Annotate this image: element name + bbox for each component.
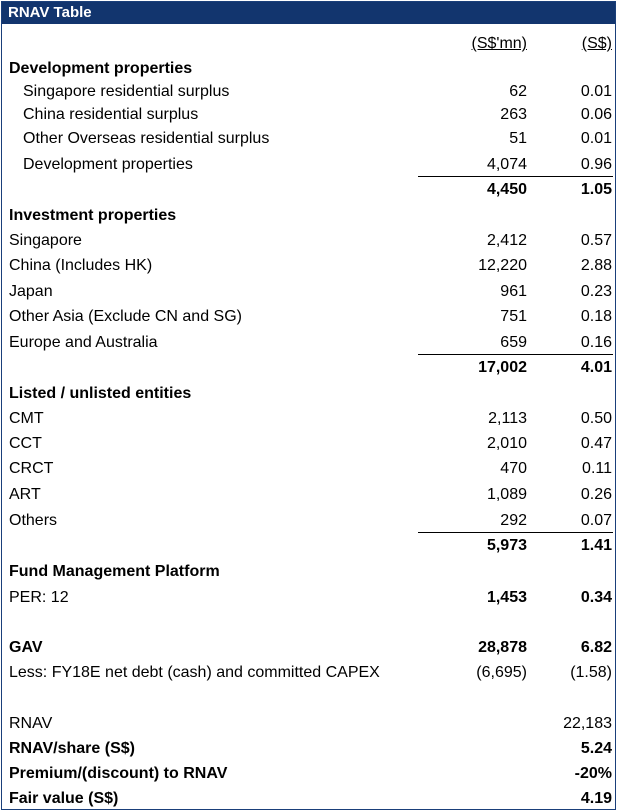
value-smn: 17,002 bbox=[478, 359, 527, 376]
table-row bbox=[2, 661, 615, 685]
table-row bbox=[2, 103, 615, 127]
value-sgd: 2.88 bbox=[580, 257, 612, 274]
table-row bbox=[2, 787, 615, 811]
row-label: Other Asia (Exclude CN and SG) bbox=[9, 308, 242, 325]
row-label: RNAV/share (S$) bbox=[9, 740, 135, 757]
value-smn: 470 bbox=[500, 460, 527, 477]
value-smn: 263 bbox=[500, 106, 527, 123]
value-sgd: 4.01 bbox=[580, 359, 612, 376]
table-row bbox=[2, 534, 615, 558]
row-label: Development properties bbox=[23, 156, 193, 173]
value-smn: (6,695) bbox=[476, 664, 527, 681]
row-label: CRCT bbox=[9, 460, 54, 477]
value-smn: 2,113 bbox=[488, 410, 527, 427]
row-label: CCT bbox=[9, 435, 42, 452]
row-label: Singapore residential surplus bbox=[23, 83, 230, 100]
value-sgd: 1.41 bbox=[580, 537, 612, 554]
table-row bbox=[2, 737, 615, 761]
value-sgd: (1.58) bbox=[570, 664, 612, 681]
table-row bbox=[2, 356, 615, 380]
value-sgd: 0.50 bbox=[580, 410, 612, 427]
value-sgd: 4.19 bbox=[580, 790, 612, 807]
value-sgd: 0.11 bbox=[582, 460, 612, 477]
value-sgd: -20% bbox=[574, 765, 612, 782]
row-label: Others bbox=[9, 512, 58, 529]
row-label: Listed / unlisted entities bbox=[9, 385, 192, 402]
row-label: Investment properties bbox=[9, 207, 177, 224]
column-header-row bbox=[2, 32, 615, 56]
table-title: RNAV Table bbox=[2, 2, 615, 24]
value-sgd: 0.01 bbox=[580, 83, 612, 100]
value-sgd: 1.05 bbox=[580, 181, 612, 198]
value-sgd: 0.96 bbox=[580, 156, 612, 173]
subtotal-rule bbox=[418, 176, 613, 177]
row-label: Europe and Australia bbox=[9, 334, 158, 351]
value-smn: 1,089 bbox=[486, 486, 527, 503]
row-label: China residential surplus bbox=[23, 106, 199, 123]
table-row bbox=[2, 509, 615, 533]
row-label: ART bbox=[9, 486, 41, 503]
value-smn: 51 bbox=[509, 130, 527, 147]
table-row bbox=[2, 331, 615, 355]
table-row bbox=[2, 762, 615, 786]
subtotal-rule bbox=[418, 354, 613, 355]
row-label: Japan bbox=[9, 283, 53, 300]
table-row bbox=[2, 407, 615, 431]
value-sgd: 0.23 bbox=[580, 283, 612, 300]
table-row bbox=[2, 305, 615, 329]
value-smn: 4,074 bbox=[486, 156, 527, 173]
row-label: China (Includes HK) bbox=[9, 257, 153, 274]
row-label: Other Overseas residential surplus bbox=[23, 130, 270, 147]
row-label: RNAV bbox=[9, 715, 53, 732]
row-label: PER: 12 bbox=[9, 589, 69, 606]
subtotal-rule bbox=[418, 532, 613, 533]
table-row bbox=[2, 483, 615, 507]
value-sgd: 0.01 bbox=[580, 130, 612, 147]
table-row bbox=[2, 280, 615, 304]
table-row bbox=[2, 80, 615, 104]
table-row bbox=[2, 178, 615, 202]
rnav-table bbox=[1, 1, 616, 810]
value-sgd: 0.07 bbox=[580, 512, 612, 529]
value-smn: 4,450 bbox=[486, 181, 527, 198]
row-label: GAV bbox=[9, 639, 43, 656]
value-smn: 751 bbox=[500, 308, 527, 325]
table-row bbox=[2, 432, 615, 456]
value-smn: 62 bbox=[509, 83, 527, 100]
value-smn: 961 bbox=[500, 283, 527, 300]
value-sgd: 6.82 bbox=[580, 639, 612, 656]
value-smn: 2,010 bbox=[486, 435, 527, 452]
table-row bbox=[2, 586, 615, 610]
table-row bbox=[2, 127, 615, 151]
table-row bbox=[2, 712, 615, 736]
value-sgd: 0.18 bbox=[580, 308, 612, 325]
value-smn: 292 bbox=[500, 512, 527, 529]
value-sgd: 5.24 bbox=[580, 740, 612, 757]
table-row bbox=[2, 229, 615, 253]
value-smn: 1,453 bbox=[486, 589, 527, 606]
value-sgd: 0.16 bbox=[580, 334, 612, 351]
row-label: Development properties bbox=[9, 60, 193, 77]
value-smn: 2,412 bbox=[486, 232, 527, 249]
row-label: Less: FY18E net debt (cash) and committed CAPEX bbox=[9, 664, 380, 681]
table-row bbox=[2, 57, 615, 81]
row-label: Fund Management Platform bbox=[9, 563, 220, 580]
value-sgd: 22,183 bbox=[563, 715, 612, 732]
table-row bbox=[2, 560, 615, 584]
table-row bbox=[2, 254, 615, 278]
value-smn: 12,220 bbox=[478, 257, 527, 274]
value-smn: 659 bbox=[500, 334, 527, 351]
column-header-smn: (S$'mn) bbox=[471, 35, 527, 52]
column-header-sgd: (S$) bbox=[581, 35, 612, 52]
row-label: Singapore bbox=[9, 232, 82, 249]
table-row bbox=[2, 636, 615, 660]
value-smn: 28,878 bbox=[478, 639, 527, 656]
table-row bbox=[2, 457, 615, 481]
table-row bbox=[2, 204, 615, 228]
row-label: Premium/(discount) to RNAV bbox=[9, 765, 228, 782]
value-sgd: 0.34 bbox=[580, 589, 612, 606]
row-label: CMT bbox=[9, 410, 44, 427]
row-label: Fair value (S$) bbox=[9, 790, 119, 807]
value-sgd: 0.26 bbox=[580, 486, 612, 503]
value-smn: 5,973 bbox=[486, 537, 527, 554]
value-sgd: 0.47 bbox=[580, 435, 612, 452]
table-row bbox=[2, 382, 615, 406]
value-sgd: 0.06 bbox=[580, 106, 612, 123]
table-row bbox=[2, 153, 615, 177]
value-sgd: 0.57 bbox=[580, 232, 612, 249]
